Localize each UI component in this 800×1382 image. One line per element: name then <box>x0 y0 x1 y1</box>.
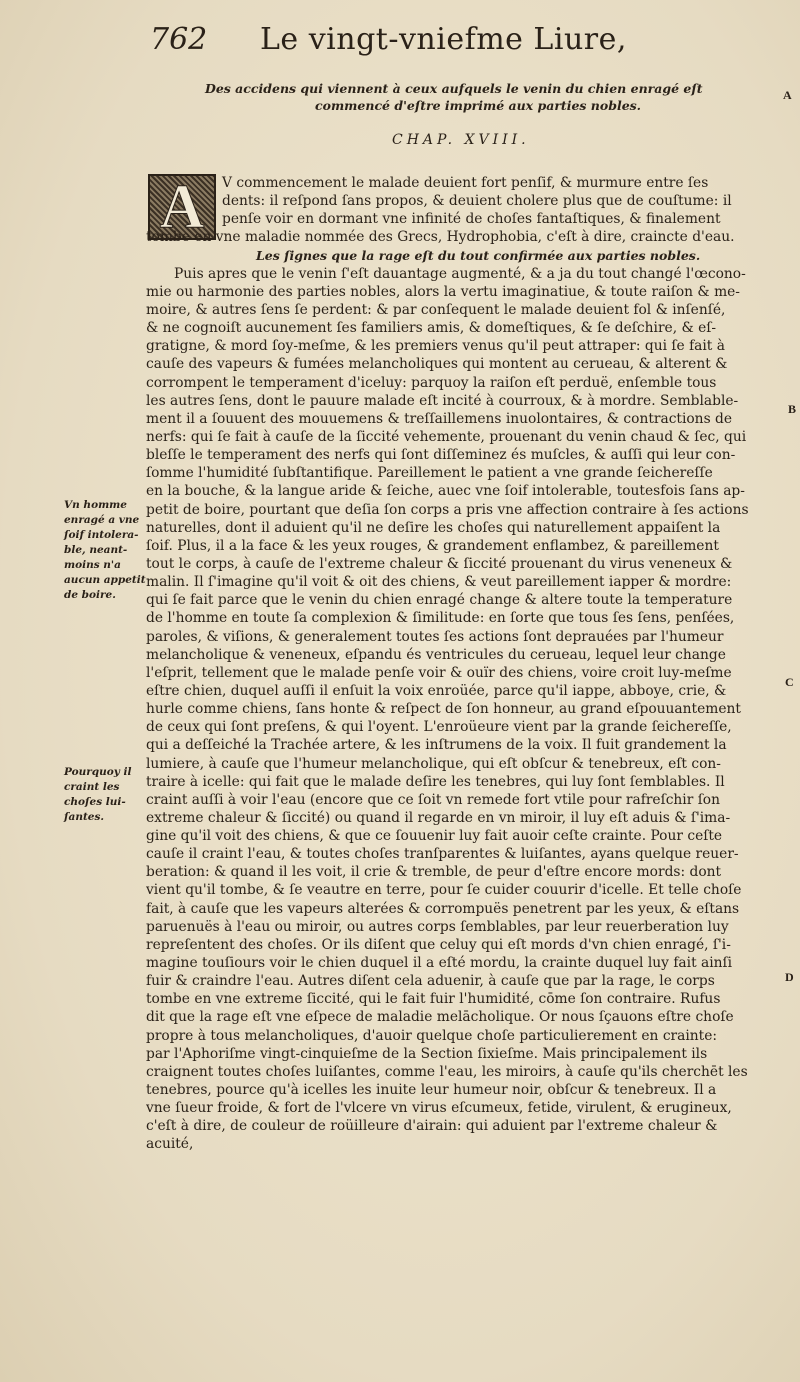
text-line: lumiere, à cauſe que l'humeur melancholique, qui eſt obſcur & tenebreux, eſt con- <box>146 755 721 772</box>
text-line: de ceux qui ſont preſens, & qui l'oyent. L'enroüeure vient par la grande ſeichereſſe, <box>146 719 732 736</box>
marginal-note-line: ſoif intolera- <box>64 529 139 541</box>
margin-letter-c: C <box>785 675 794 689</box>
text-line: moire, & autres ſens ſe perdent: & par conſequent le malade deuient fol & inſenſé, <box>146 301 726 318</box>
text-line: tout le corps, à cauſe de l'extreme chaleur & ſiccité prouenant du virus veneneux & <box>146 555 733 572</box>
text-line: nerfs: qui ſe fait à cauſe de la ſiccité vehemente, prouenant du venin chaud & ſec, qui <box>146 428 747 445</box>
marginal-note-line: enragé a vne <box>64 514 140 526</box>
text-line: fait, à cauſe que les vapeurs alterées & corrompuës penetrent par les yeux, & eſtans <box>146 900 740 917</box>
text-line: petit de boire, pourtant que deſia ſon corps a pris vne affection contraire à ſes actions <box>146 501 749 518</box>
margin-letter-a: A <box>783 88 792 102</box>
text-line: par l'Aphoriſme vingt-cinquieſme de la Section ſixieſme. Mais principalement ils <box>146 1045 708 1062</box>
catchword <box>146 1154 766 1172</box>
margin-letter-b: B <box>788 402 797 416</box>
marginal-note-line: Pourquoy il <box>64 766 132 778</box>
marginal-note-shining-things <box>64 765 146 825</box>
text-line: melancholique & veneneux, eſpandu és ventricules du cerueau, lequel leur change <box>146 646 726 663</box>
text-line: cauſe il craint l'eau, & toutes choſes tranſparentes & luiſantes, ayans quelque reuer- <box>146 846 739 863</box>
text-line: en la bouche, & la langue aride & ſeiche, auec vne ſoif intolerable, toutesfois ſans ap- <box>146 483 745 500</box>
text-line: c'eſt à dire, de couleur de roüilleure d'airain: qui aduient par l'extreme chaleur & <box>146 1118 718 1135</box>
margin-letter-d: D <box>785 970 794 984</box>
text-line: naturelles, dont il aduient qu'il ne deſire les choſes qui naturellement appaiſent la <box>146 519 721 536</box>
text-line: vient qu'il tombe, & ſe veautre en terre, pour ſe cuider couurir d'icelle. Et telle choſe <box>146 882 742 899</box>
text-line: corrompent le temperament d'iceluy: parquoy la raiſon eſt perduë, enſemble tous <box>146 374 717 391</box>
text-line: bleſſe le temperament des nerfs qui ſont diſſeminez és muſcles, & auſſi qui leur con- <box>146 447 736 464</box>
marginal-note-thirst <box>64 498 146 603</box>
text-line: de l'homme en toute ſa complexion & ſimilitude: en ſorte que tous ſes ſens, penſées, <box>146 610 735 627</box>
section-title-line: Des accidens qui viennent à ceux aufquels le venin du chien enragé eſt <box>205 81 703 96</box>
text-line: & ne cognoiſt aucunement ſes familiers amis, & domeſtiques, & ſe deſchire, & eſ- <box>146 320 717 337</box>
text-line: malin. Il ſ'imagine qu'il voit & oit des chiens, & veut pareillement iapper & mordre: <box>146 574 732 591</box>
text-line: cauſe des vapeurs & fumées melancholiques qui montent au cerueau, & alterent & <box>146 356 728 373</box>
text-line: repreſentent des choſes. Or ils diſent que celuy qui eſt mords d'vn chien enragé, ſ'i- <box>146 936 731 953</box>
marginal-note-line: craint les <box>64 781 120 793</box>
text-line: craignent toutes choſes luiſantes, comme l'eau, les miroirs, à cauſe qu'ils cherchēt les <box>146 1063 748 1080</box>
initial-letter: A <box>159 173 205 241</box>
subheading: Les ſignes que la rage eſt du tout confirmée aux parties nobles. <box>256 247 701 263</box>
text-line: les autres ſens, dont le pauure malade eſt incité à courroux, & à mordre. Semblable- <box>146 392 739 409</box>
text-line: extreme chaleur & ſiccité) ou quand il regarde en vn miroir, il luy eſt aduis & ſ'ima- <box>146 809 731 826</box>
section-title-line: commencé d'eſtre imprimé aux parties nobles. <box>315 98 642 113</box>
chapter-heading: CHAP. XVIII. <box>392 132 530 148</box>
text-line: traire à icelle: qui fait que le malade deſire les tenebres, qui luy ſont ſemblables. Il <box>146 773 725 790</box>
marginal-note-line: ſantes. <box>64 811 105 823</box>
marginal-note-line: choſes lui- <box>64 796 126 808</box>
text-line: vne ſueur froide, & fort de l'vlcere vn virus eſcumeux, fetide, virulent, & erugineux, <box>146 1100 732 1117</box>
text-line: propre à tous melancholiques, d'auoir quelque choſe particulierement en crainte: <box>146 1027 718 1044</box>
text-line: mie ou harmonie des parties nobles, alors la vertu imaginatiue, & toute raiſon & me- <box>146 283 740 300</box>
text-line: paroles, & viſions, & generalement toutes ſes actions ſont deprauées par l'humeur <box>146 628 724 645</box>
text-line: ſomme l'humidité ſubſtantifique. Pareillement le patient a vne grande ſeichereſſe <box>146 465 713 482</box>
text-line: l'eſprit, tellement que le malade penſe voir & ouïr des chiens, voire croit luy-meſme <box>146 664 732 681</box>
page-header <box>150 22 670 72</box>
text-line: magine touſiours voir le chien duquel il a eſté mordu, la crainte duquel luy fait ainſi <box>146 955 733 972</box>
text-line: Puis apres que le venin ſ'eſt dauantage augmenté, & a ja du tout changé l'œcono- <box>174 265 746 282</box>
text-line: qui ſe fait parce que le venin du chien enragé change & altere toute la temperature <box>146 592 733 609</box>
marginal-note-line: de boire. <box>64 589 116 601</box>
text-line: qui a deſſeiché la Trachée artere, & les inſtrumens de la voix. Il fuit grandement la <box>146 737 727 754</box>
text-line: tombe en vne maladie nommée des Grecs, Hydrophobia, c'eſt à dire, craincte d'eau. <box>146 229 735 246</box>
text-line: beration: & quand il les voit, il crie & tremble, de peur d'eſtre encore mords: dont <box>146 864 722 881</box>
text-line: dents: il reſpond ſans propos, & deuient cholere plus que de couſtume: il <box>222 193 732 210</box>
text-line: V commencement le malade deuient fort penſif, & murmure entre ſes <box>222 175 709 191</box>
body-text <box>146 174 766 1172</box>
page-number: 762 <box>150 22 208 57</box>
text-line: eſtre chien, duquel auſſi il enſuit la voix enroüée, parce qu'il iappe, abboye, crie, & <box>146 682 727 699</box>
text-line: ment il a ſouuent des mouuemens & treſſaillemens inuolontaires, & contractions de <box>146 410 733 427</box>
running-title: Le vingt-vniefme Liure, <box>260 22 627 57</box>
text-line: tenebres, pource qu'à icelles les inuite leur humeur noir, obſcur & tenebreux. Il a <box>146 1082 717 1099</box>
marginal-note-line: ble, neant- <box>64 544 128 556</box>
text-line: craint auſſi à voir l'eau (encore que ce ſoit vn remede fort vtile pour rafreſchir ſon <box>146 791 720 808</box>
text-line: fuir & craindre l'eau. Autres diſent cela aduenir, à cauſe que par la rage, le corps <box>146 973 715 990</box>
text-line: dit que la rage eſt vne eſpece de maladie melācholique. Or nous ſçauons eſtre choſe <box>146 1009 734 1026</box>
marginal-note-line: aucun appetit <box>64 574 146 586</box>
section-title <box>205 80 765 114</box>
text-line: paruenuës à l'eau ou miroir, ou autres corps ſemblables, par leur reuerberation luy <box>146 918 729 935</box>
marginal-note-line: Vn homme <box>64 499 127 511</box>
text-line: penſe voir en dormant vne infinité de choſes fantaſtiques, & finalement <box>222 211 721 228</box>
text-line: hurle comme chiens, ſans honte & reſpect de ſon honneur, au grand eſpouuantement <box>146 701 741 718</box>
text-line: acuité, <box>146 1136 194 1153</box>
text-line: ſoif. Plus, il a la face & les yeux rouges, & grandement enflambez, & pareillement <box>146 537 719 554</box>
marginal-note-line: moins n'a <box>64 559 121 571</box>
text-line: gratigne, & mord ſoy-meſme, & les premiers venus qu'il peut attraper: qui ſe fait à <box>146 338 725 355</box>
text-line: tombe en vne extreme ſiccité, qui le fait fuir l'humidité, cōme ſon contraire. Rufus <box>146 991 721 1008</box>
text-line: gine qu'il voit des chiens, & que ce ſouuenir luy fait auoir ceſte crainte. Pour ceſte <box>146 828 723 845</box>
